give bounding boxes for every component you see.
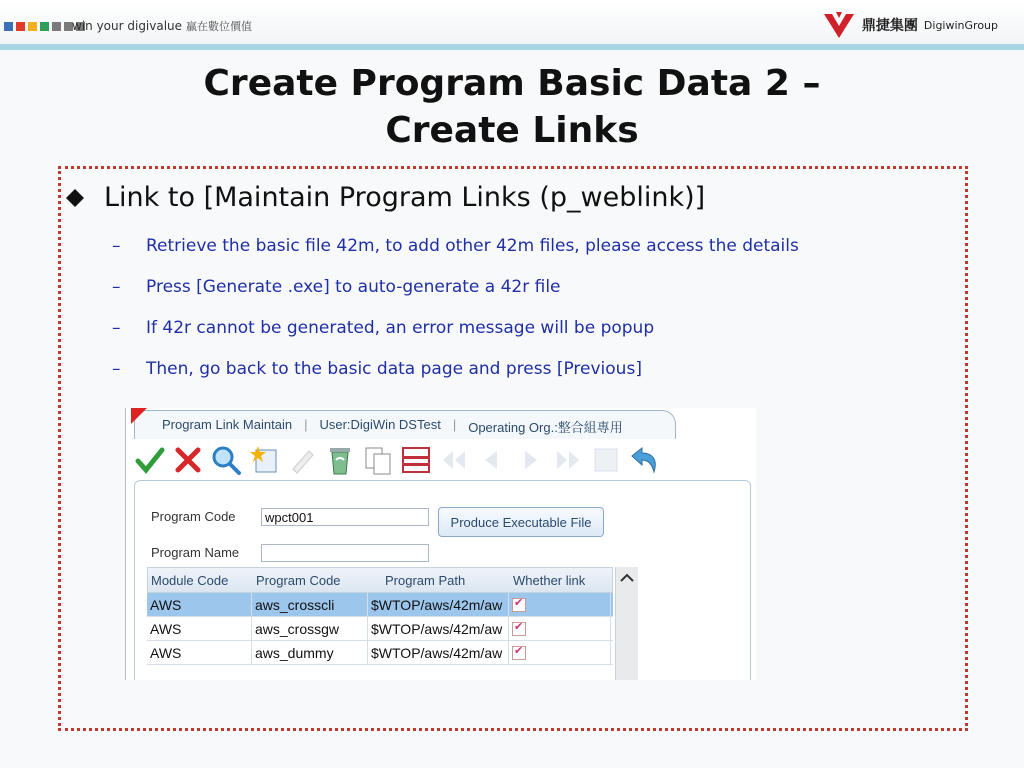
square xyxy=(16,22,25,31)
digiwin-logo-icon xyxy=(822,8,856,42)
cell-module: AWS xyxy=(147,593,252,616)
cell-whether-link xyxy=(509,617,611,640)
next-icon xyxy=(514,444,546,476)
link-checkbox[interactable] xyxy=(512,622,526,636)
sub-bullet xyxy=(112,318,799,359)
sub-bullet-text: Then, go back to the basic data page and press [Previous] xyxy=(146,359,642,379)
app-screenshot xyxy=(125,408,756,680)
program-name-field[interactable] xyxy=(261,544,429,562)
cell-program-path: $WTOP/aws/42m/aw xyxy=(368,641,509,664)
brand-logo xyxy=(822,8,998,42)
cell-program-code: aws_crosscli xyxy=(252,593,368,616)
links-grid xyxy=(147,567,613,665)
slogan xyxy=(72,18,252,34)
tab-separator: | xyxy=(304,417,308,432)
col-whether-link[interactable]: Whether link xyxy=(513,573,586,588)
program-code-field[interactable]: wpct001 xyxy=(261,508,429,526)
cell-program-code: aws_dummy xyxy=(252,641,368,664)
header-divider xyxy=(0,44,1024,50)
dash: – xyxy=(112,318,121,338)
prev-icon xyxy=(476,444,508,476)
new-icon[interactable] xyxy=(248,444,280,476)
sub-bullet-text: Retrieve the basic file 42m, to add other 42m files, please access the details xyxy=(146,236,799,256)
cell-module: AWS xyxy=(147,617,252,640)
grid-scrollbar[interactable] xyxy=(615,567,638,680)
table-row[interactable] xyxy=(147,641,613,665)
save-icon xyxy=(590,444,622,476)
brand-name-en: DigiwinGroup xyxy=(923,18,998,32)
title-line-1: Create Program Basic Data 2 – xyxy=(203,63,821,104)
cell-program-path: $WTOP/aws/42m/aw xyxy=(368,593,509,616)
main-bullet xyxy=(66,182,705,213)
title-line-2: Create Links xyxy=(385,110,639,151)
dash: – xyxy=(112,359,121,379)
copy-icon[interactable] xyxy=(362,444,394,476)
diamond-bullet-icon xyxy=(66,189,84,207)
square xyxy=(40,22,49,31)
slide-title xyxy=(0,60,1024,154)
square xyxy=(52,22,61,31)
tab-labels xyxy=(162,417,623,436)
edit-icon xyxy=(286,444,318,476)
chevron-up-icon[interactable] xyxy=(616,567,638,589)
program-code-label: Program Code xyxy=(151,509,236,524)
grid-header xyxy=(147,567,613,593)
check-icon[interactable] xyxy=(134,444,166,476)
cell-program-path: $WTOP/aws/42m/aw xyxy=(368,617,509,640)
col-program-path[interactable]: Program Path xyxy=(385,573,466,588)
sub-bullet xyxy=(112,277,799,318)
tab-operating-org: Operating Org.:整合組專用 xyxy=(468,420,623,435)
close-icon[interactable] xyxy=(172,444,204,476)
sub-bullet-text: If 42r cannot be generated, an error message will be popup xyxy=(146,318,655,338)
square xyxy=(28,22,37,31)
col-program-code[interactable]: Program Code xyxy=(256,573,341,588)
table-row[interactable] xyxy=(147,617,613,641)
form-panel xyxy=(134,480,751,680)
dash: – xyxy=(112,277,121,297)
col-module-code[interactable]: Module Code xyxy=(151,573,229,588)
tab-separator: | xyxy=(452,417,457,432)
bullet-text: Link to [Maintain Program Links (p_weblink)] xyxy=(104,182,706,213)
tab-user: User:DigiWin DSTest xyxy=(319,417,441,432)
cell-program-code: aws_crossgw xyxy=(252,617,368,640)
first-icon xyxy=(438,444,470,476)
slogan-text: win your digivalue xyxy=(72,19,183,33)
search-icon[interactable] xyxy=(210,444,242,476)
return-icon[interactable] xyxy=(628,444,660,476)
link-checkbox[interactable] xyxy=(512,598,526,612)
app-tab-bar xyxy=(126,408,756,438)
produce-executable-button[interactable]: Produce Executable File xyxy=(438,507,604,537)
sub-bullet-list xyxy=(112,236,799,400)
dash: – xyxy=(112,236,121,256)
last-icon xyxy=(552,444,584,476)
header-bar xyxy=(0,0,1024,44)
recycle-icon[interactable] xyxy=(324,444,356,476)
cell-whether-link xyxy=(509,593,611,616)
window-icon[interactable] xyxy=(400,444,432,476)
app-toolbar xyxy=(134,444,660,476)
brand-name-zh: 鼎捷集團 xyxy=(861,18,918,34)
link-checkbox[interactable] xyxy=(512,646,526,660)
slogan-zh: 贏在數位價值 xyxy=(186,20,253,33)
sub-bullet xyxy=(112,236,799,277)
cell-module: AWS xyxy=(147,641,252,664)
sub-bullet xyxy=(112,359,799,400)
program-name-label: Program Name xyxy=(151,545,240,560)
square xyxy=(4,22,13,31)
table-row[interactable] xyxy=(147,593,613,617)
tab-flag-icon xyxy=(131,408,147,424)
sub-bullet-text: Press [Generate .exe] to auto-generate a 42r file xyxy=(146,277,561,297)
cell-whether-link xyxy=(509,641,611,664)
tab-program-link-maintain[interactable]: Program Link Maintain xyxy=(162,417,293,432)
